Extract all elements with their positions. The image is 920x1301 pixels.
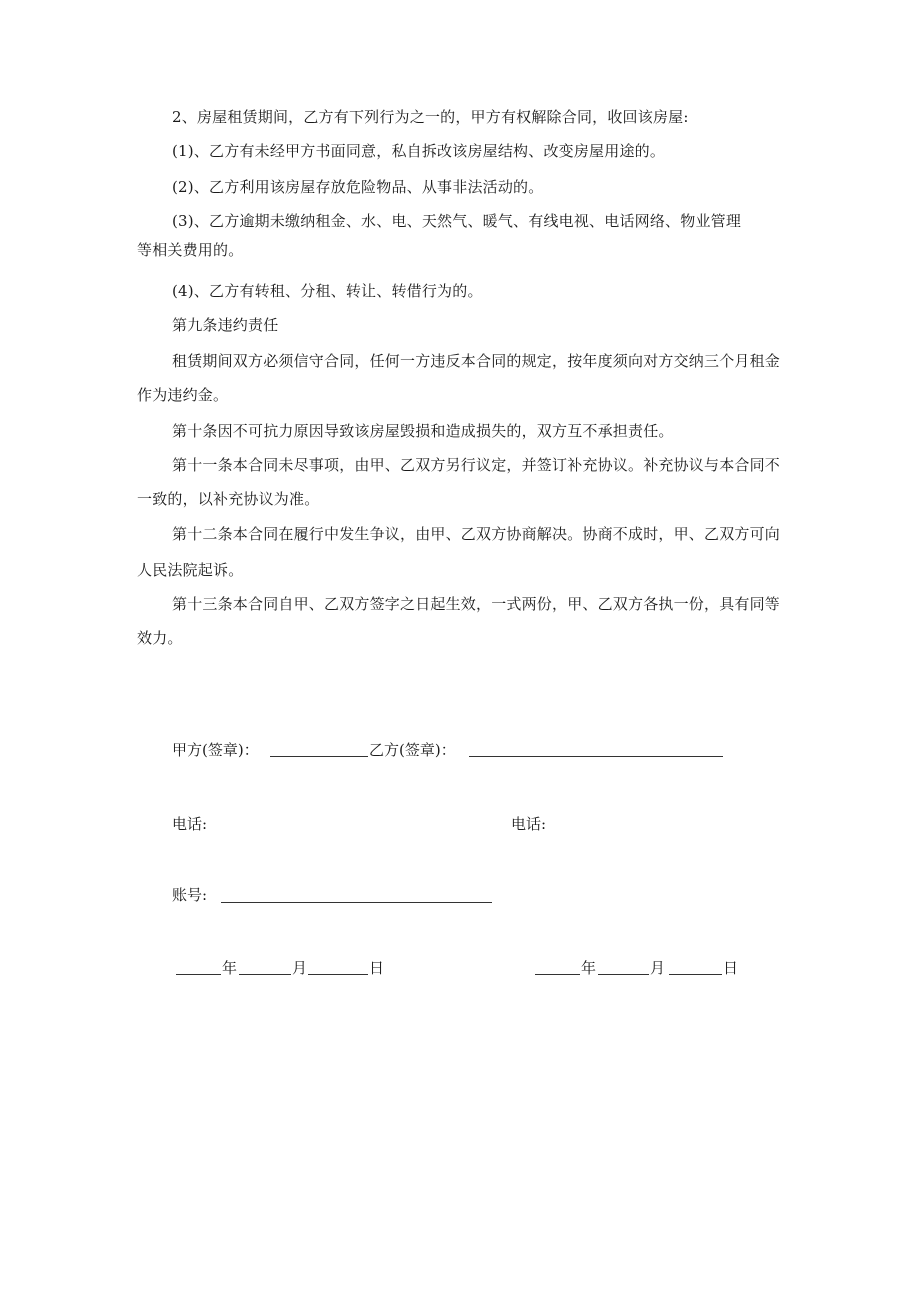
party-b-signature-field[interactable] — [469, 756, 723, 757]
party-b-date-day-field[interactable] — [669, 974, 722, 975]
clause-item-3-cont: 等相关费用的。 — [137, 241, 244, 259]
party-b-date-year-label: 年 — [581, 959, 597, 977]
party-a-date-day-field[interactable] — [308, 974, 368, 975]
party-b-date-year-field[interactable] — [535, 974, 580, 975]
party-b-date-month-label: 月 — [650, 959, 666, 977]
clause-termination-intro: 2、房屋租赁期间，乙方有下列行为之一的，甲方有权解除合同，收回该房屋: — [172, 108, 689, 126]
party-b-date-month-field[interactable] — [598, 974, 649, 975]
party-b-date-day-label: 日 — [723, 959, 739, 977]
article-11: 第十一条本合同未尽事项，由甲、乙双方另行议定，并签订补充协议。补充协议与本合同不 — [172, 456, 781, 474]
account-label: 账号: — [172, 886, 208, 904]
article-9-body: 租赁期间双方必须信守合同，任何一方违反本合同的规定，按年度须向对方交纳三个月租金 — [172, 352, 781, 370]
article-12-cont: 人民法院起诉。 — [137, 561, 244, 579]
account-field[interactable] — [221, 902, 492, 903]
clause-item-4: (4)、乙方有转租、分租、转让、转借行为的。 — [172, 282, 483, 300]
party-b-phone-label: 电话: — [511, 815, 547, 833]
article-13: 第十三条本合同自甲、乙双方签字之日起生效，一式两份，甲、乙双方各执一份，具有同等 — [172, 595, 781, 613]
article-13-cont: 效力。 — [137, 629, 183, 647]
party-a-signature-field[interactable] — [270, 756, 368, 757]
party-a-date-month-field[interactable] — [239, 974, 291, 975]
article-10: 第十条因不可抗力原因导致该房屋毁损和造成损失的，双方互不承担责任。 — [172, 422, 674, 440]
party-a-date-month-label: 月 — [292, 959, 308, 977]
party-a-date-day-label: 日 — [369, 959, 385, 977]
party-a-phone-label: 电话: — [172, 815, 208, 833]
clause-item-2: (2)、乙方利用该房屋存放危险物品、从事非法活动的。 — [172, 178, 544, 196]
party-a-date-year-field[interactable] — [176, 974, 221, 975]
party-a-date-year-label: 年 — [222, 959, 238, 977]
article-9-title: 第九条违约责任 — [172, 316, 279, 334]
party-a-signature-label: 甲方(签章)： — [172, 741, 259, 759]
clause-item-1: (1)、乙方有未经甲方书面同意，私自拆改该房屋结构、改变房屋用途的。 — [172, 142, 666, 160]
party-b-signature-label: 乙方(签章)： — [369, 741, 456, 759]
article-11-cont: 一致的，以补充协议为准。 — [137, 490, 320, 508]
clause-item-3: (3)、乙方逾期未缴纳租金、水、电、天然气、暖气、有线电视、电话网络、物业管理 — [172, 212, 742, 230]
article-9-body-cont: 作为违约金。 — [137, 386, 229, 404]
article-12: 第十二条本合同在履行中发生争议，由甲、乙双方协商解决。协商不成时，甲、乙双方可向 — [172, 525, 781, 543]
